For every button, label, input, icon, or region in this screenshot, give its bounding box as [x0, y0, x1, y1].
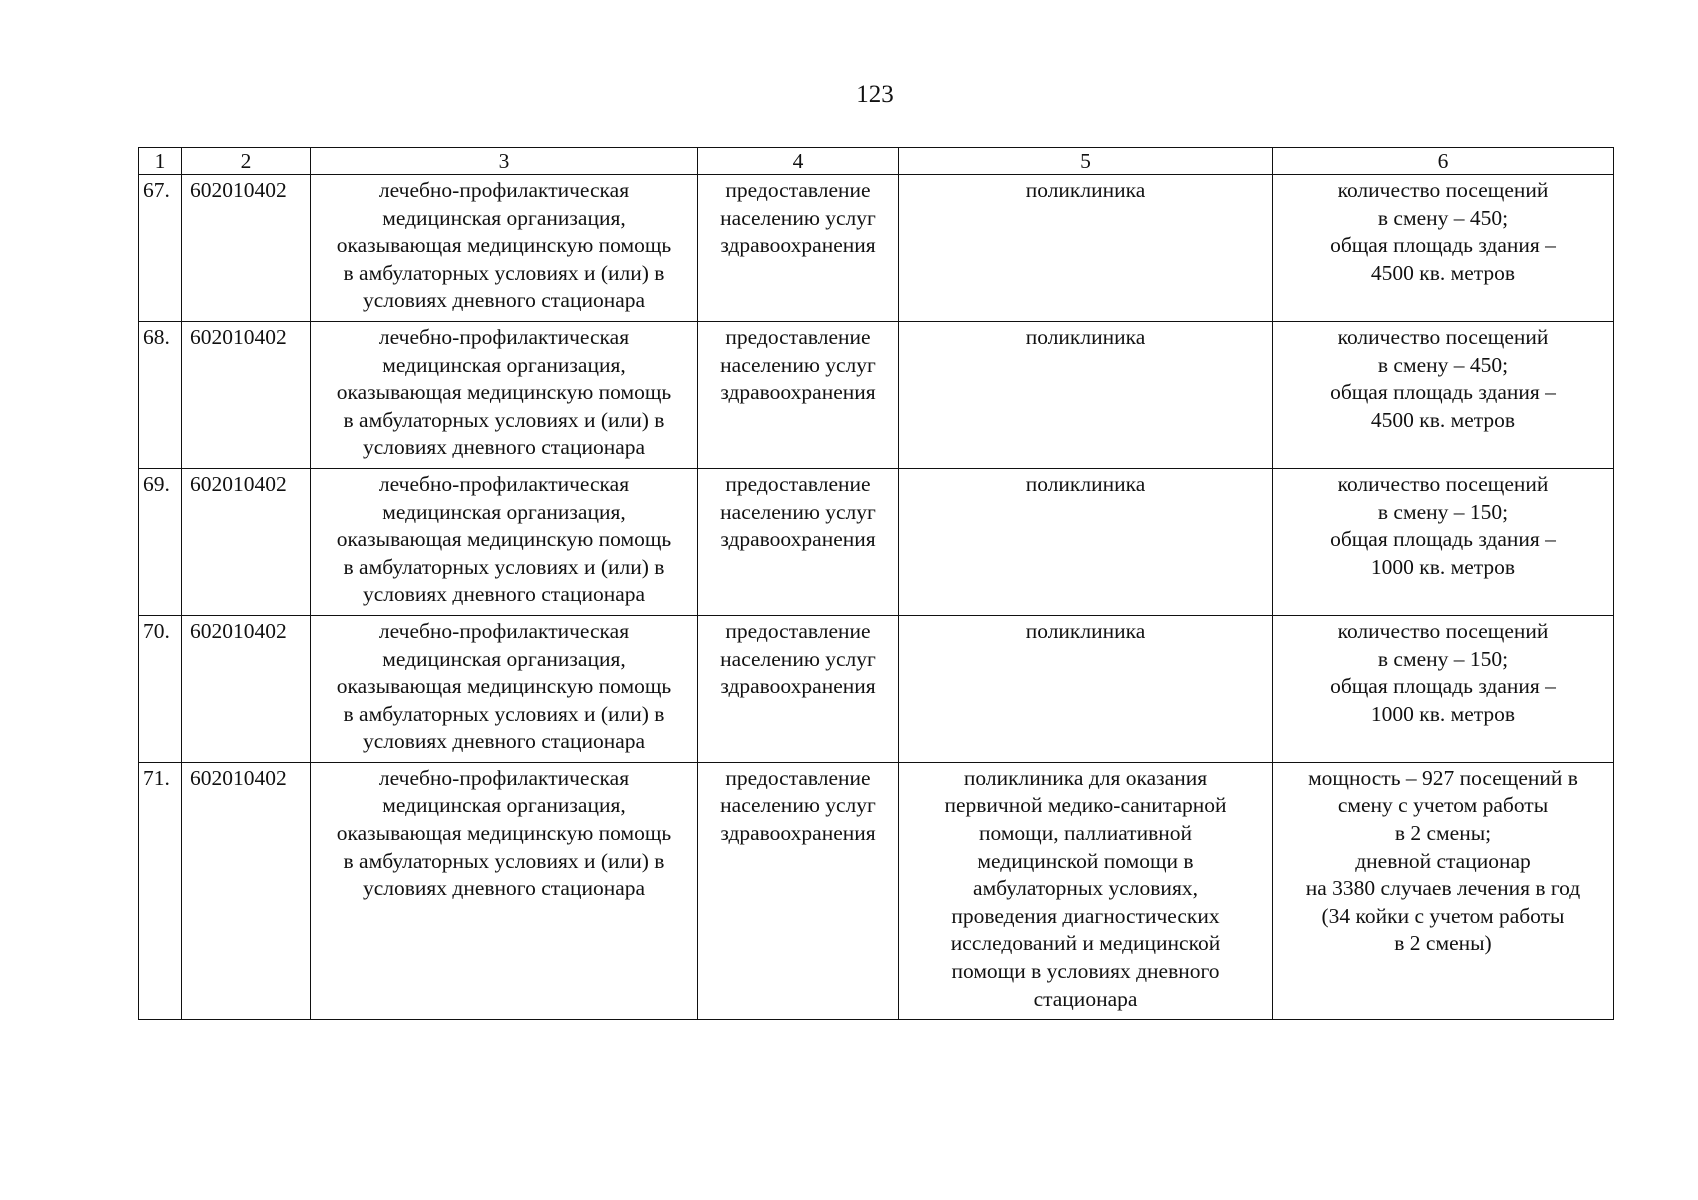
cell-line: лечебно-профилактическая [378, 618, 630, 643]
code-cell: 602010402 [182, 762, 311, 1019]
cell-line: первичной медико-санитарной [944, 793, 1227, 818]
cell-line: общая площадь здания – [1330, 380, 1556, 405]
cell-line: в амбулаторных условиях и (или) в [343, 848, 665, 873]
cell-line: амбулаторных условиях, [973, 876, 1198, 901]
cell-line: 1000 кв. метров [1370, 701, 1516, 726]
column-number: 4 [698, 148, 899, 175]
cell-line: 4500 кв. метров [1370, 407, 1516, 432]
cell-line: населению услуг [720, 352, 876, 377]
cell-line: оказывающая медицинскую помощь [336, 821, 672, 846]
cell-line: в смену – 150; [1377, 646, 1509, 671]
cell-line: условиях дневного стационара [362, 729, 646, 754]
column-number: 3 [311, 148, 698, 175]
registry-table [138, 147, 1614, 1020]
cell-line: в 2 смены) [1394, 931, 1492, 956]
facility-cell [899, 175, 1273, 322]
purpose-cell [698, 175, 899, 322]
row-number-cell: 70. [139, 615, 182, 762]
capacity-cell [1273, 468, 1614, 615]
code-cell: 602010402 [182, 321, 311, 468]
facility-cell [899, 321, 1273, 468]
cell-line: медицинской помощи в [977, 848, 1194, 873]
row-number-cell: 69. [139, 468, 182, 615]
cell-line: оказывающая медицинскую помощь [336, 674, 672, 699]
cell-line: предоставление [725, 178, 871, 202]
cell-line: здравоохранения [720, 527, 876, 552]
cell-line: оказывающая медицинскую помощь [336, 380, 672, 405]
cell-line: населению услуг [720, 793, 876, 818]
cell-line: в амбулаторных условиях и (или) в [343, 260, 665, 285]
cell-line: оказывающая медицинскую помощь [336, 527, 672, 552]
cell-line: здравоохранения [720, 821, 876, 846]
capacity-cell [1273, 615, 1614, 762]
cell-line: количество посещений [1337, 324, 1549, 349]
cell-line: помощи в условиях дневного [951, 959, 1220, 984]
cell-line: в смену – 450; [1377, 205, 1509, 230]
cell-line: в амбулаторных условиях и (или) в [343, 554, 665, 579]
cell-line: медицинская организация, [382, 205, 626, 230]
cell-line: условиях дневного стационара [362, 288, 646, 313]
capacity-cell [1273, 762, 1614, 1019]
capacity-cell [1273, 175, 1614, 322]
organization-type-cell [311, 762, 698, 1019]
cell-line: медицинская организация, [382, 793, 626, 818]
code-cell: 602010402 [182, 615, 311, 762]
column-number: 6 [1273, 148, 1614, 175]
cell-line: предоставление [725, 765, 871, 790]
code-cell: 602010402 [182, 468, 311, 615]
cell-line: условиях дневного стационара [362, 435, 646, 460]
cell-line: мощность – 927 посещений в [1308, 765, 1578, 790]
cell-line: медицинская организация, [382, 352, 626, 377]
column-number-row [139, 148, 1614, 175]
purpose-cell [698, 321, 899, 468]
row-number-cell: 67. [139, 175, 182, 322]
cell-line: количество посещений [1337, 471, 1549, 496]
table-row [139, 615, 1614, 762]
cell-line: поликлиника [1025, 471, 1146, 496]
cell-line: населению услуг [720, 205, 876, 230]
table-row [139, 175, 1614, 322]
cell-line: общая площадь здания – [1330, 527, 1556, 552]
cell-line: условиях дневного стационара [362, 582, 646, 607]
column-number: 1 [139, 148, 182, 175]
cell-line: здравоохранения [720, 380, 876, 405]
cell-line: населению услуг [720, 499, 876, 524]
cell-line: помощи, паллиативной [978, 821, 1193, 846]
cell-line: лечебно-профилактическая [378, 765, 630, 790]
cell-line: на 3380 случаев лечения в год [1305, 876, 1581, 901]
cell-line: дневной стационар [1355, 848, 1531, 873]
cell-line: общая площадь здания – [1330, 233, 1556, 258]
cell-line: поликлиника для оказания [963, 765, 1208, 790]
facility-cell [899, 615, 1273, 762]
cell-line: 4500 кв. метров [1370, 260, 1516, 285]
code-cell: 602010402 [182, 175, 311, 322]
cell-line: в амбулаторных условиях и (или) в [343, 701, 665, 726]
cell-line: здравоохранения [720, 674, 876, 699]
table-row [139, 762, 1614, 1019]
cell-line: медицинская организация, [382, 646, 626, 671]
cell-line: смену с учетом работы [1337, 793, 1549, 818]
purpose-cell [698, 468, 899, 615]
cell-line: лечебно-профилактическая [378, 178, 630, 202]
cell-line: количество посещений [1337, 178, 1549, 202]
cell-line: поликлиника [1025, 324, 1146, 349]
cell-line: 1000 кв. метров [1370, 554, 1516, 579]
cell-line: в смену – 450; [1377, 352, 1509, 377]
table-row [139, 321, 1614, 468]
cell-line: стационара [1033, 986, 1138, 1011]
cell-line: проведения диагностических [951, 903, 1220, 928]
cell-line: в смену – 150; [1377, 499, 1509, 524]
organization-type-cell [311, 468, 698, 615]
cell-line: лечебно-профилактическая [378, 471, 630, 496]
cell-line: (34 койки с учетом работы [1321, 903, 1565, 928]
cell-line: поликлиника [1025, 618, 1146, 643]
purpose-cell [698, 762, 899, 1019]
cell-line: исследований и медицинской [950, 931, 1221, 956]
cell-line: предоставление [725, 618, 871, 643]
cell-line: предоставление [725, 471, 871, 496]
column-number: 5 [899, 148, 1273, 175]
facility-cell [899, 762, 1273, 1019]
cell-line: лечебно-профилактическая [378, 324, 630, 349]
cell-line: населению услуг [720, 646, 876, 671]
cell-line: поликлиника [1025, 178, 1146, 202]
cell-line: оказывающая медицинскую помощь [336, 233, 672, 258]
page-number: 123 [856, 81, 894, 108]
cell-line: количество посещений [1337, 618, 1549, 643]
cell-line: условиях дневного стационара [362, 876, 646, 901]
cell-line: здравоохранения [720, 233, 876, 258]
row-number-cell: 68. [139, 321, 182, 468]
facility-cell [899, 468, 1273, 615]
cell-line: в 2 смены; [1394, 821, 1492, 846]
organization-type-cell [311, 175, 698, 322]
table-row [139, 468, 1614, 615]
cell-line: общая площадь здания – [1330, 674, 1556, 699]
row-number-cell: 71. [139, 762, 182, 1019]
organization-type-cell [311, 615, 698, 762]
capacity-cell [1273, 321, 1614, 468]
column-number: 2 [182, 148, 311, 175]
cell-line: предоставление [725, 324, 871, 349]
purpose-cell [698, 615, 899, 762]
organization-type-cell [311, 321, 698, 468]
cell-line: в амбулаторных условиях и (или) в [343, 407, 665, 432]
cell-line: медицинская организация, [382, 499, 626, 524]
